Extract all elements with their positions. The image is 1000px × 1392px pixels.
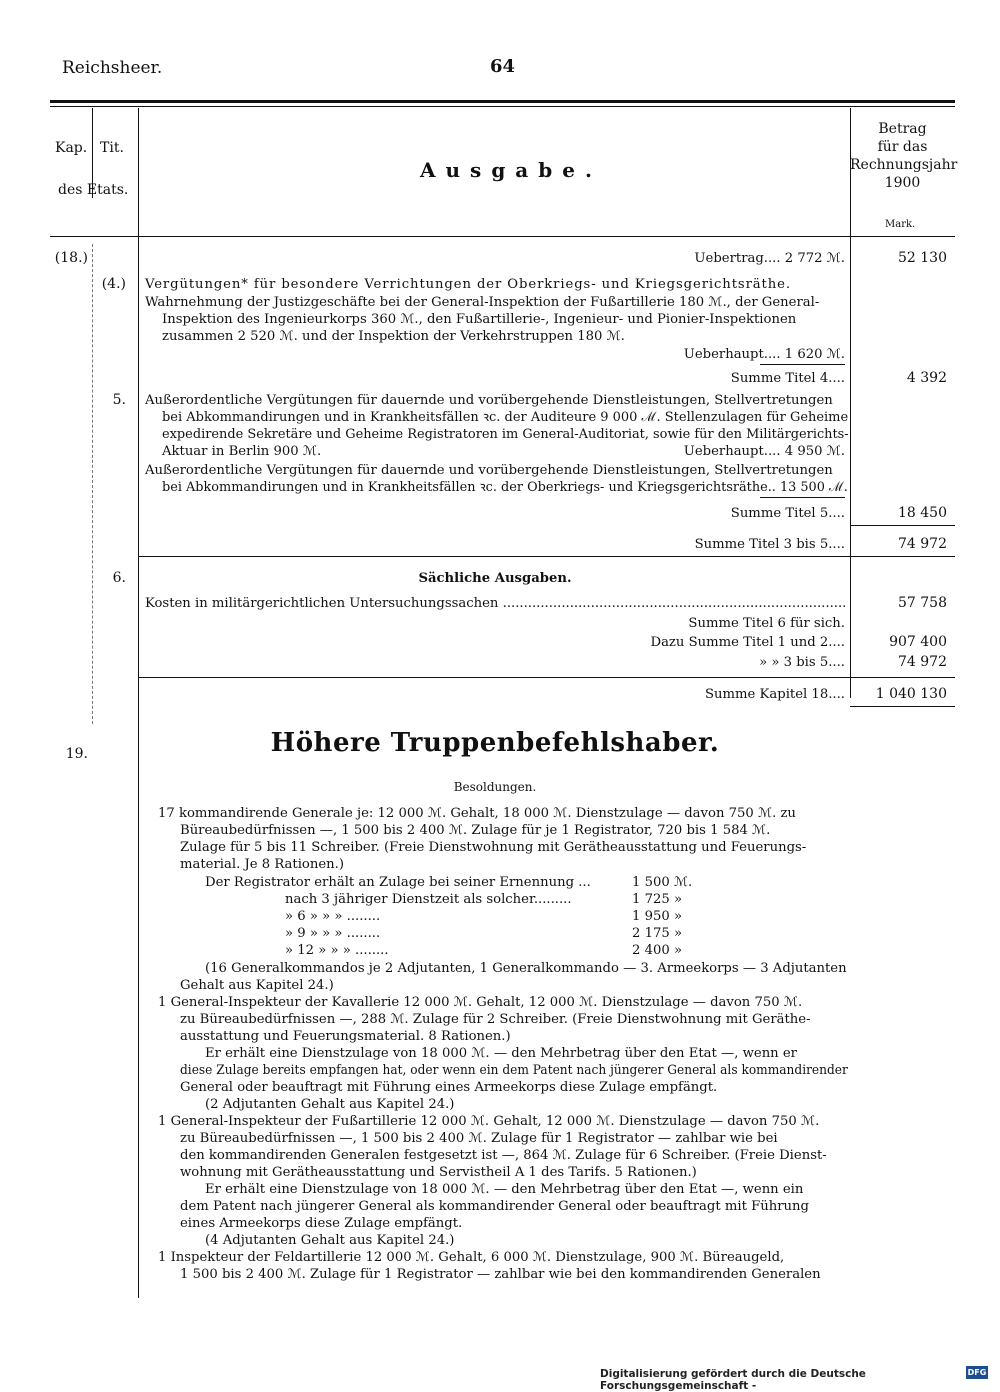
dazu-summe-2-amount: 74 972 <box>898 654 947 670</box>
col-tit: Tit. <box>100 140 124 156</box>
running-title: Reichsheer. <box>62 58 163 78</box>
summe-titel-3-5: Summe Titel 3 bis 5.... <box>694 537 845 552</box>
text-line: bei Abkommandirungen und in Krankheitsfällen ꝛc. der Auditeure 9 000 ℳ. Stellenzulagen für Geheime <box>162 410 849 425</box>
section-rule <box>138 677 955 678</box>
text-line: ausstattung und Feuerungsmaterial. 8 Rationen.) <box>180 1029 511 1044</box>
text-line: Zulage für 5 bis 11 Schreiber. (Freie Dienstwohnung mit Gerätheausstattung und Feuerungs- <box>180 840 807 855</box>
reg-table-label: » 9 » » » ........ <box>285 926 381 941</box>
text-line: Er erhält eine Dienstzulage von 18 000 ℳ. — den Mehrbetrag über den Etat —, wenn ein <box>205 1182 804 1197</box>
titel-4: (4.) <box>101 276 126 292</box>
text-line: expedirende Sekretäre und Geheime Registratoren im General-Auditoriat, sowie für den Militärgerichts- <box>162 427 849 442</box>
text-line: den kommandirenden Generalen festgesetzt ist —, 864 ℳ. Zulage für 6 Schreiber. (Freie Dienst- <box>180 1148 827 1163</box>
kap-tit-divider-body <box>92 244 94 724</box>
text-line: dem Patent nach jüngerer General als kommandirender General oder beauftragt mit Führung <box>180 1199 809 1214</box>
dazu-summe-2: » » 3 bis 5.... <box>759 655 845 670</box>
text-col-divider <box>138 108 139 1298</box>
text-line: zu Büreaubedürfnissen —, 288 ℳ. Zulage für 2 Schreiber. (Freie Dienstwohnung mit Geräthe- <box>180 1012 811 1027</box>
text-line: Aktuar in Berlin 900 ℳ. <box>162 444 322 459</box>
top-rule-thick <box>50 100 955 103</box>
amount-rule <box>850 525 955 526</box>
reg-table-value: 1 725 » <box>632 892 683 907</box>
betrag-heading <box>850 120 958 192</box>
head-rule <box>50 236 955 237</box>
saechliche-heading: Sächliche Ausgaben. <box>418 571 572 586</box>
reg-table-value: 2 175 » <box>632 926 683 941</box>
dfg-logo: DFG <box>967 1368 987 1377</box>
summe-titel-4-amount: 4 392 <box>906 370 947 386</box>
sum-rule <box>760 497 845 498</box>
text-line: material. Je 8 Rationen.) <box>180 857 345 872</box>
section-19-title: Höhere Truppenbefehlshaber. <box>270 728 720 758</box>
text-line: Gehalt aus Kapitel 24.) <box>180 978 334 993</box>
page-number: 64 <box>490 56 516 77</box>
besoldungen-heading: Besoldungen. <box>453 780 537 794</box>
text-line: bei Abkommandirungen und in Krankheitsfällen ꝛc. der Oberkriegs- und Kriegsgerichtsräthe.. 13 500 ℳ. <box>162 480 848 495</box>
kosten-amount: 57 758 <box>898 595 947 611</box>
summe-kapitel-18-amount: 1 040 130 <box>875 686 947 702</box>
text-line: diese Zulage bereits empfangen hat, oder wenn ein dem Patent nach jüngerer General als kommandirender <box>180 1063 848 1078</box>
text-line: General oder beauftragt mit Führung eines Armeekorps diese Zulage empfängt. <box>180 1080 718 1095</box>
text-line: Büreaubedürfnissen —, 1 500 bis 2 400 ℳ. Zulage für je 1 Registrator, 720 bis 1 584 ℳ. <box>180 823 771 838</box>
summe-titel-4: Summe Titel 4.... <box>730 371 845 386</box>
reg-table-label: » 12 » » » ........ <box>285 943 389 958</box>
kapitel-19: 19. <box>65 746 88 762</box>
text-line: wohnung mit Gerätheausstattung und Servistheil A 1 des Tarifs. 5 Rationen.) <box>180 1165 697 1180</box>
text-line: (2 Adjutanten Gehalt aus Kapitel 24.) <box>205 1097 455 1112</box>
kosten-label: Kosten in militärgerichtlichen Untersuchungssachen <box>145 596 499 611</box>
dazu-summe: Dazu Summe Titel 1 und 2.... <box>650 635 845 650</box>
col-kap: Kap. <box>55 140 88 156</box>
top-rule-thin <box>50 106 955 107</box>
summe-titel-5: Summe Titel 5.... <box>730 506 845 521</box>
amount-col-divider <box>850 108 851 698</box>
text-line: (16 Generalkommandos je 2 Adjutanten, 1 Generalkommando — 3. Armeekorps — 3 Adjutanten <box>205 961 847 976</box>
reg-table-label: » 6 » » » ........ <box>285 909 381 924</box>
titel-5: 5. <box>112 392 126 408</box>
text-line: eines Armeekorps diese Zulage empfängt. <box>180 1216 463 1231</box>
betrag-line: 1900 <box>884 175 921 191</box>
uebertrag-amount: 52 130 <box>898 250 947 266</box>
text-line: 1 500 bis 2 400 ℳ. Zulage für 1 Registrator — zahlbar wie bei den kommandirenden Generalen <box>180 1267 821 1282</box>
text-line: zu Büreaubedürfnissen —, 1 500 bis 2 400 ℳ. Zulage für 1 Registrator — zahlbar wie bei <box>180 1131 778 1146</box>
digitization-credit: Digitalisierung gefördert durch die Deutsche Forschungsgemeinschaft - <box>600 1368 866 1392</box>
text-line: 1 General-Inspekteur der Kavallerie 12 000 ℳ. Gehalt, 12 000 ℳ. Dienstzulage — davon 750 ℳ. <box>158 995 803 1010</box>
text-line: Außerordentliche Vergütungen für dauernde und vorübergehende Dienstleistungen, Stellvertretungen <box>145 463 833 478</box>
text-line: Inspektion des Ingenieurkorps 360 ℳ., den Fußartillerie-, Ingenieur- und Pionier-Inspektionen <box>162 312 797 327</box>
text-line: Außerordentliche Vergütungen für dauernde und vorübergehende Dienstleistungen, Stellvertretungen <box>145 393 833 408</box>
summe-titel-3-5-amount: 74 972 <box>898 536 947 552</box>
kapitel-18: (18.) <box>54 250 88 266</box>
dazu-summe-amount: 907 400 <box>889 634 947 650</box>
ausgabe-heading: Ausgabe. <box>420 158 602 182</box>
ueberhaupt-4: Ueberhaupt.... 1 620 ℳ. <box>683 347 845 362</box>
mark-unit: Mark. <box>885 219 916 230</box>
reg-table-value: 1 500 ℳ. <box>632 875 693 890</box>
summe-titel-6: Summe Titel 6 für sich. <box>688 616 845 631</box>
reg-table-label: Der Registrator erhält an Zulage bei seiner Ernennung ... <box>205 875 591 890</box>
text-line: 1 Inspekteur der Feldartillerie 12 000 ℳ. Gehalt, 6 000 ℳ. Dienstzulage, 900 ℳ. Büreaugeld, <box>158 1250 785 1265</box>
text-line: 1 General-Inspekteur der Fußartillerie 12 000 ℳ. Gehalt, 12 000 ℳ. Dienstzulage — davon 750 ℳ. <box>158 1114 820 1129</box>
section-rule <box>138 556 955 557</box>
text-line: zusammen 2 520 ℳ. und der Inspektion der Verkehrstruppen 180 ℳ. <box>162 329 625 344</box>
summe-kapitel-18: Summe Kapitel 18.... <box>705 687 845 702</box>
text-line: Wahrnehmung der Justizgeschäfte bei der General-Inspektion der Fußartillerie 180 ℳ., der General- <box>145 295 820 310</box>
text-line: Er erhält eine Dienstzulage von 18 000 ℳ. — den Mehrbetrag über den Etat —, wenn er <box>205 1046 797 1061</box>
col-des-etats: des Etats. <box>58 182 129 198</box>
reg-table-value: 1 950 » <box>632 909 683 924</box>
betrag-line: Betrag <box>878 121 927 137</box>
kosten-line: Kosten in militärgerichtlichen Untersuchungssachen .................................................................................. <box>145 596 847 611</box>
amount-rule <box>850 706 955 707</box>
reg-table-label: nach 3 jähriger Dienstzeit als solcher......... <box>285 892 572 907</box>
sum-rule <box>760 364 845 365</box>
uebertrag: Uebertrag.... 2 772 ℳ. <box>694 251 845 266</box>
betrag-line: für das <box>877 139 928 155</box>
text-line: (4 Adjutanten Gehalt aus Kapitel 24.) <box>205 1233 455 1248</box>
ueberhaupt-5: Ueberhaupt.... 4 950 ℳ. <box>683 444 845 459</box>
betrag-line: Rechnungsjahr <box>850 157 958 173</box>
text-line: 17 kommandirende Generale je: 12 000 ℳ. Gehalt, 18 000 ℳ. Dienstzulage — davon 750 ℳ. zu <box>158 806 796 821</box>
reg-table-value: 2 400 » <box>632 943 683 958</box>
summe-titel-5-amount: 18 450 <box>898 505 947 521</box>
titel-4-heading: Vergütungen* für besondere Verrichtungen der Oberkriegs- und Kriegsgerichtsräthe. <box>145 277 791 292</box>
titel-6: 6. <box>112 570 126 586</box>
